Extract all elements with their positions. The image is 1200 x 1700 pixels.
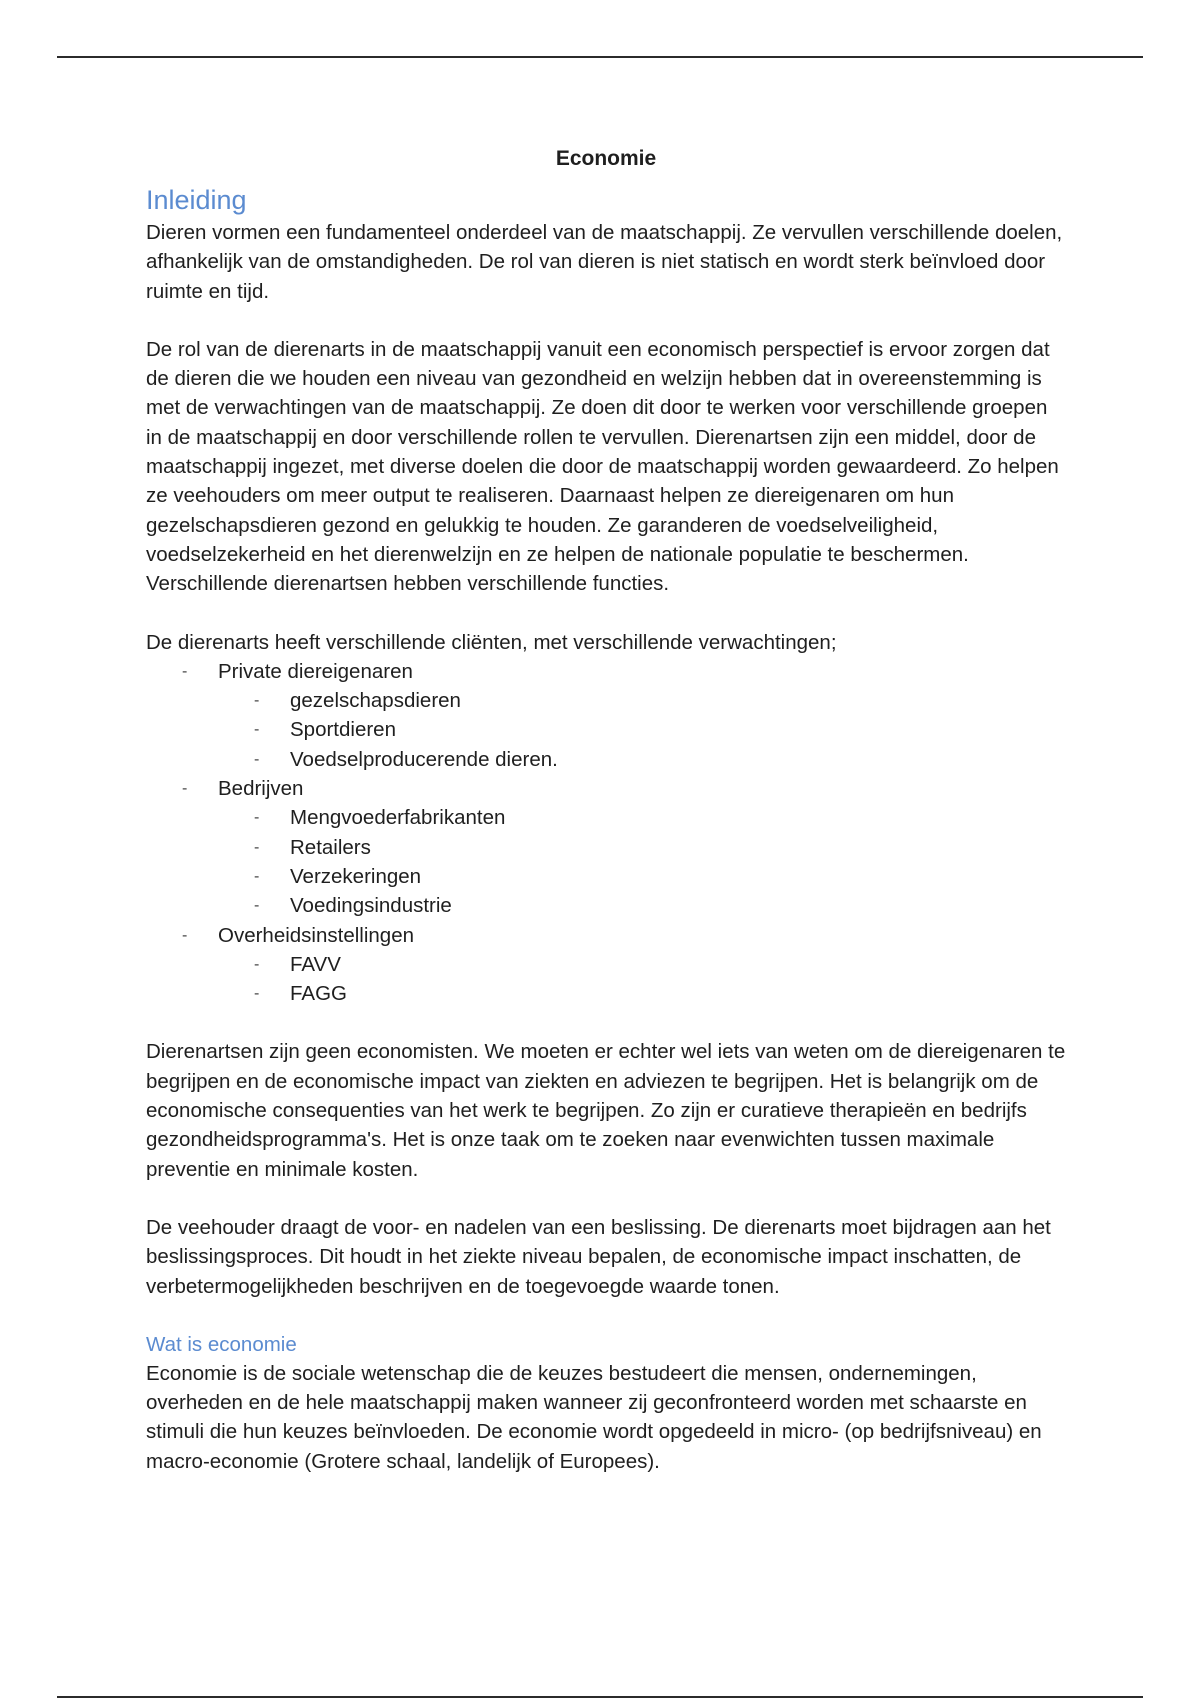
paragraph-geen-economisten: Dierenartsen zijn geen economisten. We moeten er echter wel iets van weten om de diereigenaren te begrijpen en de economische impact van ziekten en adviezen te begrijpen. Het is belangrijk om de economische consequenties van het werk te begrijpen. Zo zijn er curatieve therapieën en bedrijfs gezondheidsprogramma's. Het is onze taak om te zoeken naar evenwichten tussen maximale preventie en minimale kosten.	[146, 1040, 1066, 1181]
footer-rule	[57, 1696, 1143, 1698]
paragraph-definitie-economie: Economie is de sociale wetenschap die de keuzes bestudeert die mensen, ondernemingen, overheden en de hele maatschappij maken wanneer zij geconfronteerd worden met schaarste en stimuli die hun keuzes beïnvloeden. De economie wordt opgedeeld in micro- (op bedrijfsniveau) en macro-economie (Grotere schaal, landelijk of Europees).	[146, 1361, 1042, 1473]
sub-list-item	[254, 862, 1066, 891]
list-item-private	[146, 657, 1066, 774]
spacer	[146, 1008, 1066, 1037]
list-item-overheid	[146, 921, 1066, 1009]
list-item-label: Private diereigenaren	[218, 659, 413, 683]
sub-list-item	[254, 979, 1066, 1008]
dash-bullet: -	[254, 867, 260, 885]
dash-bullet: -	[254, 985, 260, 1003]
paragraph-veehouder: De veehouder draagt de voor- en nadelen van een beslissing. De dierenarts moet bijdragen aan het beslissingsproces. Dit houdt in het ziekte niveau bepalen, de economische impact inschatten, de verbetermogelijkheden beschrijven en de toegevoegde waarde tonen.	[146, 1215, 1051, 1298]
sub-list-item-label: Mengvoederfabrikanten	[290, 806, 506, 830]
sub-list	[218, 803, 1066, 920]
dash-bullet: -	[254, 955, 260, 973]
sub-list	[218, 686, 1066, 774]
sub-list-item-label: Retailers	[290, 835, 371, 859]
sub-list-item	[254, 745, 1066, 774]
dash-bullet: -	[254, 692, 260, 710]
sub-list-item-label: gezelschapsdieren	[290, 689, 461, 713]
dash-bullet: -	[182, 662, 188, 680]
sub-list-item	[254, 715, 1066, 744]
list-item-label: Bedrijven	[218, 777, 304, 801]
sub-list-item-label: FAVV	[290, 952, 341, 976]
sub-list-item-label: Voedselproducerende dieren.	[290, 747, 558, 771]
spacer	[146, 306, 1066, 335]
paragraph-clienten: De dierenarts heeft verschillende cliënten, met verschillende verwachtingen;	[146, 630, 837, 654]
sub-list-item-label: Voedingsindustrie	[290, 894, 452, 918]
sub-list-item	[254, 833, 1066, 862]
sub-list-item	[254, 803, 1066, 832]
list-item-bedrijven	[146, 774, 1066, 920]
dash-bullet: -	[254, 897, 260, 915]
spacer	[146, 599, 1066, 628]
heading-wat-is-economie: Wat is economie	[146, 1332, 297, 1356]
dash-bullet: -	[254, 721, 260, 739]
sub-list-item	[254, 950, 1066, 979]
document-title: Economie	[555, 147, 657, 170]
dash-bullet: -	[254, 838, 260, 856]
spacer	[146, 1184, 1066, 1213]
sub-list	[218, 950, 1066, 1009]
sub-list-item	[254, 686, 1066, 715]
paragraph-rol-dierenarts: De rol van de dierenarts in de maatschappij vanuit een economisch perspectief is ervoor zorgen dat de dieren die we houden een niveau van gezondheid en welzijn hebben dat in overeenstemming is met de verwachtingen van de maatschappij. Ze doen dit door te werken voor verschillende groepen in de maatschappij en door verschillende rollen te vervullen. Dierenartsen zijn een middel, door de maatschappij ingezet, met diverse doelen die door de maatschappij worden gewaardeerd. Zo helpen ze veehouders om meer output te realiseren. Daarnaast helpen ze diereigenaren om hun gezelschapsdieren gezond en gelukkig te houden. Ze garanderen de voedselveiligheid, voedselzekerheid en het dierenwelzijn en ze helpen de nationale populatie te beschermen. Verschillende dierenartsen hebben verschillende functies.	[146, 337, 1059, 596]
client-list	[146, 657, 1066, 1009]
paragraph-intro: Dieren vormen een fundamenteel onderdeel van de maatschappij. Ze vervullen verschillende doelen, afhankelijk van de omstandigheden. De rol van dieren is niet statisch en wordt sterk beïnvloed door ruimte en tijd.	[146, 221, 1063, 303]
dash-bullet: -	[254, 809, 260, 827]
sub-list-item-label: Verzekeringen	[290, 864, 422, 888]
heading-inleiding: Inleiding	[146, 185, 247, 215]
list-item-label: Overheidsinstellingen	[218, 923, 415, 947]
header-rule	[57, 56, 1143, 58]
dash-bullet: -	[254, 750, 260, 768]
dash-bullet: -	[182, 780, 188, 798]
sub-list-item	[254, 891, 1066, 920]
spacer	[146, 1301, 1066, 1330]
sub-list-item-label: FAGG	[290, 982, 347, 1006]
sub-list-item-label: Sportdieren	[290, 718, 396, 742]
document-body	[146, 140, 1066, 1476]
dash-bullet: -	[182, 926, 188, 944]
